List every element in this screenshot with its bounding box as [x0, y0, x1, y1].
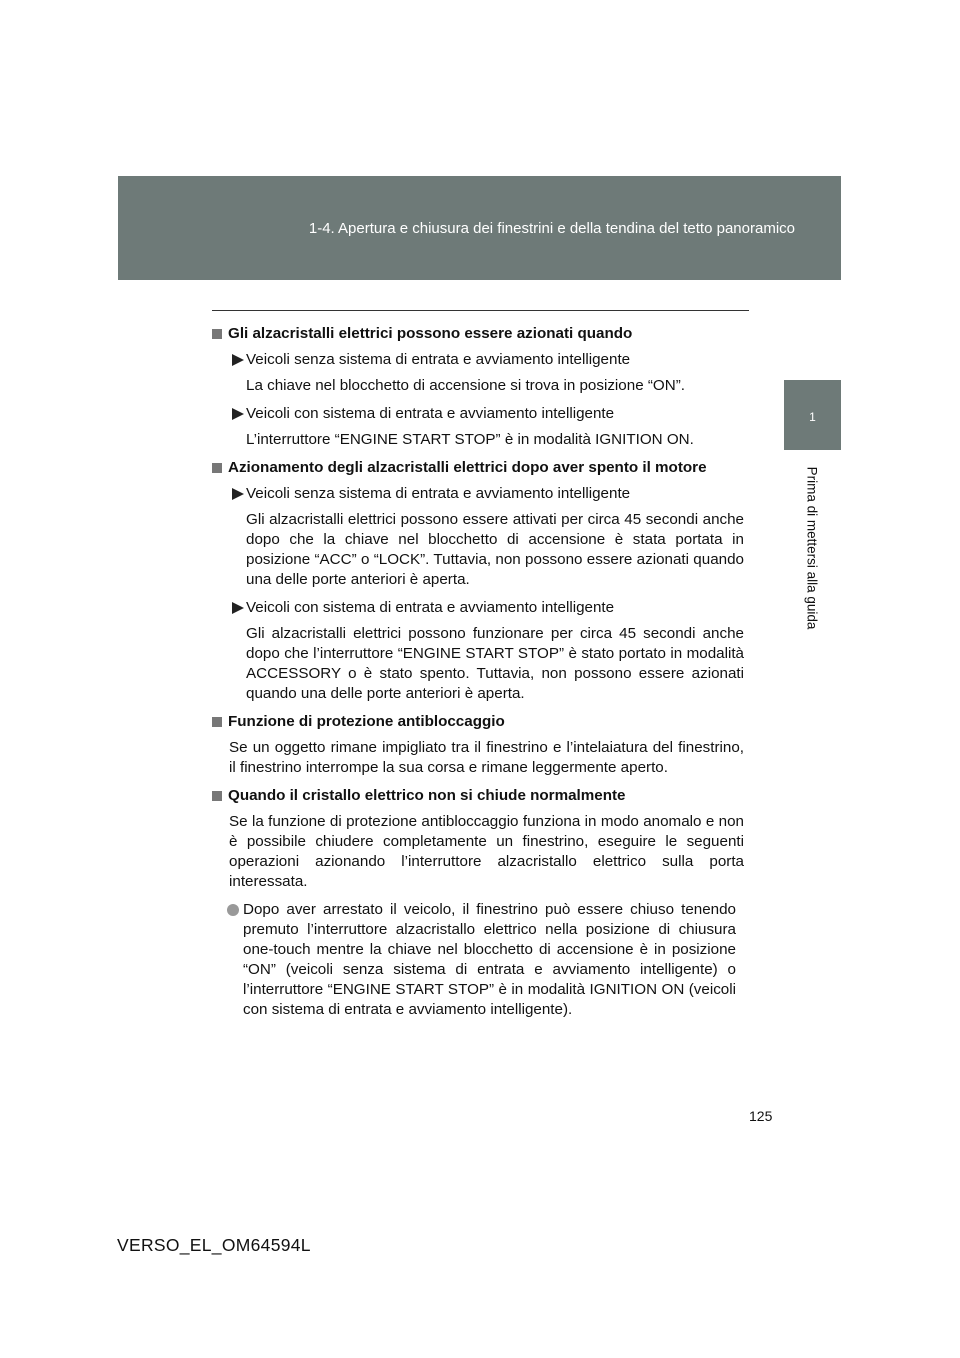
chapter-number: 1	[809, 410, 816, 424]
triangle-marker-icon	[232, 602, 244, 614]
bullet-item: Dopo aver arrestato il veicolo, il finestrino può essere chiuso tenendo premuto l’interruttore alzacristallo elettrico nella posizione di chiusura one-touch mentre la chiave nel blocchetto di accensione è in posizione “ON” (veicoli senza sistema di entrata e avviamento intelligente) o l’interruttore “ENGINE START STOP” è in modalità IGNITION ON (veicoli con sistema di entrata e avviamento intelligente).	[212, 900, 744, 1020]
square-bullet-icon	[212, 717, 222, 727]
section-text: Se un oggetto rimane impigliato tra il finestrino e l’intelaiatura del finestrino, il finestrino interrompe la sua corsa e rimane leggermente aperto.	[229, 739, 744, 776]
condition-text: La chiave nel blocchetto di accensione si trova in posizione “ON”.	[246, 377, 685, 394]
circle-bullet-icon	[227, 904, 239, 916]
chapter-label: Prima di mettersi alla guida	[804, 466, 820, 630]
section-title: 1-4. Apertura e chiusura dei finestrini e della tendina del tetto panoramico	[308, 220, 795, 237]
section-heading: Quando il cristallo elettrico non si chiude normalmente	[212, 786, 744, 806]
section-heading: Azionamento degli alzacristalli elettrici dopo aver spento il motore	[212, 458, 744, 478]
header-band	[118, 176, 841, 280]
square-bullet-icon	[212, 463, 222, 473]
triangle-marker-icon	[232, 354, 244, 366]
condition-label: Veicoli senza sistema di entrata e avviamento intelligente	[212, 484, 744, 504]
top-rule	[212, 310, 749, 311]
condition-label: Veicoli con sistema di entrata e avviamento intelligente	[212, 598, 744, 618]
condition-label: Veicoli senza sistema di entrata e avviamento intelligente	[212, 350, 744, 370]
page-number: 125	[749, 1108, 773, 1124]
square-bullet-icon	[212, 329, 222, 339]
triangle-marker-icon	[232, 488, 244, 500]
square-bullet-icon	[212, 791, 222, 801]
section-text: Se la funzione di protezione antibloccaggio funziona in modo anomalo e non è possibile chiudere completamente un finestrino, eseguire le seguenti operazioni azionando l’interruttore alzacristallo elettrico sulla porta interessata.	[229, 813, 744, 890]
triangle-marker-icon	[232, 408, 244, 420]
condition-text: Gli alzacristalli elettrici possono essere attivati per circa 45 secondi anche dopo che la chiave nel blocchetto di accensione è stata portata in posizione “ACC” o “LOCK”. Tuttavia, non possono essere azionati quando una delle porte anteriori è aperta.	[246, 511, 744, 588]
condition-label: Veicoli con sistema di entrata e avviamento intelligente	[212, 404, 744, 424]
condition-text: L’interruttore “ENGINE START STOP” è in modalità IGNITION ON.	[246, 431, 694, 448]
document-code: VERSO_EL_OM64594L	[117, 1235, 311, 1255]
condition-text: Gli alzacristalli elettrici possono funzionare per circa 45 secondi anche dopo che l’interruttore “ENGINE START STOP” è stato portato in modalità ACCESSORY o è stato spento. Tuttavia, non possono essere azionati quando una delle porte anteriori è aperta.	[246, 625, 744, 702]
section-heading: Gli alzacristalli elettrici possono essere azionati quando	[212, 324, 744, 344]
section-heading: Funzione di protezione antibloccaggio	[212, 712, 744, 732]
chapter-tab	[784, 380, 841, 450]
content	[212, 324, 744, 1020]
